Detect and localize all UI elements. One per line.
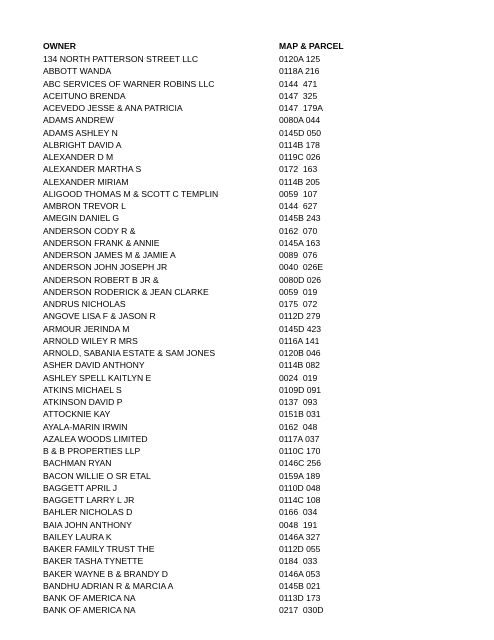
- table-row: [43, 188, 453, 200]
- table-row: [43, 335, 453, 347]
- map-parcel-cell: 0145D 050: [279, 127, 322, 138]
- table-row: [43, 519, 453, 531]
- table-row: [43, 347, 453, 359]
- table-row: [43, 249, 453, 261]
- table-row: [43, 372, 453, 384]
- map-parcel-cell: 0118A 216: [279, 66, 320, 77]
- table-row: [43, 543, 453, 555]
- owner-cell: BAHLER NICHOLAS D: [43, 507, 133, 518]
- owner-cell: BANK OF AMERICA NA: [43, 593, 136, 603]
- owner-cell: ANDRUS NICHOLAS: [43, 299, 126, 309]
- map-parcel-cell: 0117A 037: [279, 433, 320, 444]
- map-parcel-cell: 0059 019: [279, 286, 318, 297]
- table-row: [43, 151, 453, 163]
- table-row: [43, 494, 453, 506]
- table-body: [43, 53, 453, 617]
- map-parcel-cell: 0110C 170: [279, 446, 321, 456]
- owner-cell: ACEITUNO BRENDA: [43, 90, 126, 101]
- owner-cell: ARNOLD, SABANIA ESTATE & SAM JONES: [43, 348, 216, 358]
- table-row: [43, 482, 453, 494]
- table-row: [43, 225, 453, 237]
- map-parcel-cell: 0024 019: [279, 372, 318, 383]
- map-parcel-cell: 0162 070: [279, 225, 318, 236]
- owner-cell: BAIA JOHN ANTHONY: [43, 519, 132, 530]
- map-parcel-cell: 0145A 163: [279, 237, 321, 248]
- column-header-map-parcel: MAP & PARCEL: [279, 41, 344, 51]
- table-header-row: [43, 40, 453, 53]
- table-row: [43, 445, 453, 457]
- table-row: [43, 555, 453, 567]
- owner-cell: ALEXANDER MIRIAM: [43, 176, 129, 187]
- owner-cell: AMBRON TREVOR L: [43, 201, 126, 211]
- owner-cell: BANK OF AMERICA NA: [43, 605, 136, 616]
- table-row: [43, 114, 453, 126]
- owner-cell: B & B PROPERTIES LLP: [43, 446, 141, 456]
- table-row: [43, 359, 453, 371]
- table-row: [43, 65, 453, 77]
- map-parcel-cell: 0113D 173: [279, 593, 321, 603]
- table-row: [43, 298, 453, 310]
- map-parcel-cell: 0116A 141: [279, 335, 320, 346]
- owner-cell: BAGGETT LARRY L JR: [43, 495, 135, 505]
- table-row: [43, 421, 453, 433]
- table-row: [43, 176, 453, 188]
- table-row: [43, 384, 453, 396]
- map-parcel-cell: 0147 325: [279, 90, 318, 101]
- table-row: [43, 212, 453, 224]
- map-parcel-cell: 0175 072: [279, 299, 318, 309]
- owner-cell: ACEVEDO JESSE & ANA PATRICIA: [43, 103, 183, 113]
- owner-cell: ANDERSON CODY R &: [43, 225, 136, 236]
- owner-cell: ANDERSON JOHN JOSEPH JR: [43, 262, 168, 273]
- map-parcel-cell: 0114B 205: [279, 176, 320, 187]
- map-parcel-cell: 0112D 055: [279, 544, 321, 554]
- owner-cell: ANDERSON FRANK & ANNIE: [43, 237, 160, 248]
- map-parcel-cell: 0110D 048: [279, 482, 321, 493]
- owner-cell: ARNOLD WILEY R MRS: [43, 335, 138, 346]
- map-parcel-cell: 0080D 026: [279, 274, 322, 285]
- owner-cell: ABC SERVICES OF WARNER ROBINS LLC: [43, 78, 215, 89]
- owner-parcel-table: [43, 40, 453, 617]
- table-row: [43, 200, 453, 212]
- map-parcel-cell: 0114C 108: [279, 495, 321, 505]
- owner-cell: BAILEY LAURA K: [43, 531, 112, 542]
- table-row: [43, 531, 453, 543]
- table-row: [43, 90, 453, 102]
- owner-cell: ABBOTT WANDA: [43, 66, 112, 77]
- map-parcel-cell: 0137 093: [279, 397, 318, 407]
- owner-cell: ATTOCKNIE KAY: [43, 409, 111, 420]
- map-parcel-cell: 0048 191: [279, 519, 318, 530]
- map-parcel-cell: 0119C 026: [279, 152, 321, 162]
- owner-cell: AZALEA WOODS LIMITED: [43, 433, 148, 444]
- map-parcel-cell: 0145B 243: [279, 213, 321, 224]
- table-row: [43, 274, 453, 286]
- table-row: [43, 568, 453, 580]
- owner-cell: ASHLEY SPELL KAITLYN E: [43, 372, 152, 383]
- owner-cell: ATKINSON DAVID P: [43, 397, 123, 407]
- owner-cell: ALIGOOD THOMAS M & SCOTT C TEMPLIN: [43, 188, 219, 199]
- owner-cell: ATKINS MICHAEL S: [43, 384, 122, 395]
- table-row: [43, 53, 453, 65]
- table-row: [43, 163, 453, 175]
- map-parcel-cell: 0089 076: [279, 250, 318, 260]
- table-row: [43, 261, 453, 273]
- map-parcel-cell: 0147 179A: [279, 103, 323, 113]
- owner-cell: BAKER TASHA TYNETTE: [43, 556, 144, 567]
- map-parcel-cell: 0144 471: [279, 78, 318, 89]
- owner-cell: BACHMAN RYAN: [43, 458, 112, 469]
- owner-cell: BACON WILLIE O SR ETAL: [43, 470, 151, 481]
- map-parcel-cell: 0120A 125: [279, 54, 321, 64]
- map-parcel-cell: 0145B 021: [279, 580, 321, 591]
- owner-cell: BAGGETT APRIL J: [43, 482, 118, 493]
- map-parcel-cell: 0145D 423: [279, 323, 322, 334]
- owner-cell: AMEGIN DANIEL G: [43, 213, 120, 224]
- table-row: [43, 396, 453, 408]
- map-parcel-cell: 0114B 178: [279, 139, 320, 150]
- table-row: [43, 323, 453, 335]
- owner-cell: ANGOVE LISA F & JASON R: [43, 311, 156, 322]
- table-row: [43, 580, 453, 592]
- owner-cell: ARMOUR JERINDA M: [43, 323, 130, 334]
- map-parcel-cell: 0112D 279: [279, 311, 321, 322]
- table-row: [43, 286, 453, 298]
- map-parcel-cell: 0159A 189: [279, 470, 321, 481]
- table-row: [43, 592, 453, 604]
- owner-cell: ANDERSON JAMES M & JAMIE A: [43, 250, 176, 260]
- table-row: [43, 433, 453, 445]
- owner-cell: ALEXANDER D M: [43, 152, 114, 162]
- owner-cell: ASHER DAVID ANTHONY: [43, 360, 145, 371]
- owner-cell: ALBRIGHT DAVID A: [43, 139, 122, 150]
- map-parcel-cell: 0114B 082: [279, 360, 320, 371]
- map-parcel-cell: 0080A 044: [279, 115, 321, 126]
- table-row: [43, 457, 453, 469]
- map-parcel-cell: 0120B 046: [279, 348, 321, 358]
- map-parcel-cell: 0146C 256: [279, 458, 322, 469]
- table-row: [43, 408, 453, 420]
- table-row: [43, 604, 453, 616]
- owner-cell: BAKER WAYNE B & BRANDY D: [43, 568, 168, 579]
- owner-cell: ADAMS ANDREW: [43, 115, 114, 126]
- table-row: [43, 237, 453, 249]
- owner-cell: ANDERSON RODERICK & JEAN CLARKE: [43, 286, 209, 297]
- map-parcel-cell: 0151B 031: [279, 409, 321, 420]
- column-header-owner: OWNER: [43, 41, 76, 51]
- map-parcel-cell: 0162 048: [279, 421, 318, 432]
- map-parcel-cell: 0172 163: [279, 164, 318, 175]
- map-parcel-cell: 0144 627: [279, 201, 318, 211]
- owner-cell: BAKER FAMILY TRUST THE: [43, 544, 155, 554]
- map-parcel-cell: 0146A 053: [279, 568, 321, 579]
- map-parcel-cell: 0109D 091: [279, 384, 322, 395]
- owner-cell: BANDHU ADRIAN R & MARCIA A: [43, 580, 174, 591]
- owner-cell: ALEXANDER MARTHA S: [43, 164, 142, 175]
- owner-cell: 134 NORTH PATTERSON STREET LLC: [43, 54, 199, 64]
- map-parcel-cell: 0184 033: [279, 556, 318, 567]
- table-row: [43, 506, 453, 518]
- owner-cell: ANDERSON ROBERT B JR &: [43, 274, 159, 285]
- map-parcel-cell: 0146A 327: [279, 531, 321, 542]
- table-row: [43, 127, 453, 139]
- owner-cell: ADAMS ASHLEY N: [43, 127, 118, 138]
- table-row: [43, 310, 453, 322]
- owner-cell: AYALA-MARIN IRWIN: [43, 421, 128, 432]
- map-parcel-cell: 0040 026E: [279, 262, 323, 273]
- table-row: [43, 78, 453, 90]
- table-row: [43, 470, 453, 482]
- map-parcel-cell: 0166 034: [279, 507, 318, 518]
- map-parcel-cell: 0059 107: [279, 188, 318, 199]
- table-row: [43, 102, 453, 114]
- map-parcel-cell: 0217 030D: [279, 605, 324, 616]
- table-row: [43, 139, 453, 151]
